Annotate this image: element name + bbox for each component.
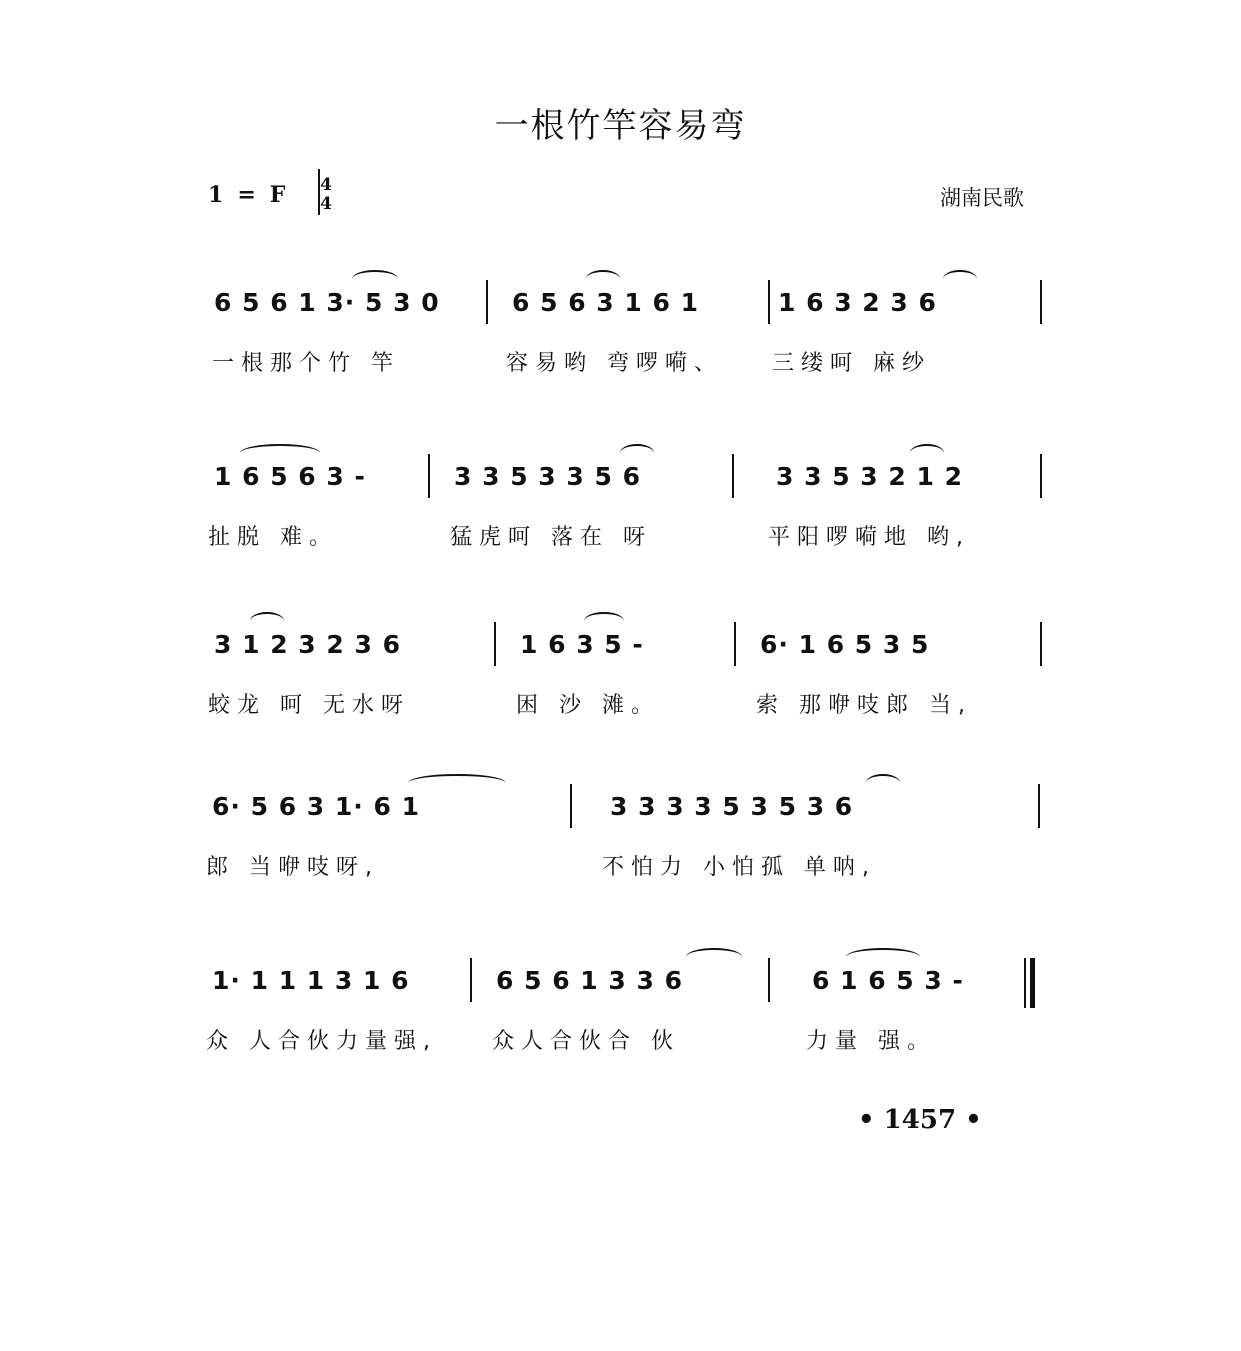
row-1-lyrics-3: 三缕呵 麻纱 <box>772 351 931 376</box>
slur <box>352 270 398 288</box>
slur <box>250 612 284 630</box>
row-5-measure-3-notes: 6 1 6 5 3 - <box>812 966 964 995</box>
row-3-measure-2-notes: 1 6 3 5 - <box>520 630 644 659</box>
row-1-measure-3-notes: 1 6 3 2 3 6 <box>778 288 937 317</box>
barline <box>1040 622 1042 666</box>
final-barline-thick <box>1030 958 1035 1008</box>
row-5-lyrics-2: 众人合伙合 伙 <box>492 1029 680 1054</box>
slur <box>408 774 506 792</box>
row-3-measure-1-notes: 3 1 2 3 2 3 6 <box>214 630 401 659</box>
slur <box>846 948 920 966</box>
slur <box>686 948 742 966</box>
meter-bottom: 4 <box>320 194 332 214</box>
row-3-lyrics-3: 索 那咿吱郎 当, <box>756 693 972 718</box>
slur <box>586 270 620 288</box>
barline <box>486 280 488 324</box>
slur <box>584 612 624 630</box>
final-barline-thin <box>1024 958 1026 1008</box>
row-2-measure-3-notes: 3 3 5 3 2 1 2 <box>776 462 963 491</box>
row-2-lyrics-1: 扯脱 难。 <box>208 525 338 550</box>
key-number: 1 <box>208 182 224 208</box>
barline <box>1038 784 1040 828</box>
barline <box>768 280 770 324</box>
slur <box>910 444 944 462</box>
time-signature <box>318 176 334 214</box>
row-5-measure-1-notes: 1· 1 1 1 3 1 6 <box>212 966 410 995</box>
score-row-1 <box>0 288 1241 408</box>
key-signature <box>208 182 285 208</box>
barline <box>732 454 734 498</box>
row-3-lyrics-1: 蛟龙 呵 无水呀 <box>208 693 410 718</box>
barline <box>1040 454 1042 498</box>
score-row-3 <box>0 630 1241 750</box>
slur <box>866 774 900 792</box>
barline <box>734 622 736 666</box>
row-4-measure-1-notes: 6· 5 6 3 1· 6 1 <box>212 792 420 821</box>
page-number: • 1457 • <box>858 1105 982 1135</box>
barline <box>428 454 430 498</box>
row-4-lyrics-2: 不怕力 小怕孤 单呐, <box>602 855 876 880</box>
slur <box>620 444 654 462</box>
row-1-measure-1-notes: 6 5 6 1 3· 5 3 0 <box>214 288 440 317</box>
meter-top: 4 <box>320 175 332 195</box>
row-4-measure-2-notes: 3 3 3 3 5 3 5 3 6 <box>610 792 854 821</box>
song-title: 一根竹竿容易弯 <box>494 106 747 146</box>
barline <box>494 622 496 666</box>
song-source: 湖南民歌 <box>940 186 1024 210</box>
row-5-measure-2-notes: 6 5 6 1 3 3 6 <box>496 966 683 995</box>
row-4-lyrics-1: 郎 当咿吱呀, <box>206 855 379 880</box>
row-2-measure-2-notes: 3 3 5 3 3 5 6 <box>454 462 641 491</box>
score-row-5 <box>0 966 1241 1086</box>
slur <box>240 444 320 462</box>
score-row-2 <box>0 462 1241 582</box>
key-tonic: F <box>269 182 286 208</box>
row-2-lyrics-2: 猛虎呵 落在 呀 <box>450 525 652 550</box>
barline <box>768 958 770 1002</box>
slur <box>943 270 977 288</box>
score-row-4 <box>0 792 1241 912</box>
row-3-lyrics-2: 困 沙 滩。 <box>516 693 660 718</box>
barline <box>1040 280 1042 324</box>
row-1-measure-2-notes: 6 5 6 3 1 6 1 <box>512 288 699 317</box>
key-equals: = <box>237 182 256 208</box>
row-5-lyrics-1: 众 人合伙力量强, <box>206 1029 437 1054</box>
meter-divider <box>318 169 320 215</box>
row-2-measure-1-notes: 1 6 5 6 3 - <box>214 462 366 491</box>
row-2-lyrics-3: 平阳啰嗬地 哟, <box>768 525 970 550</box>
row-1-lyrics-2: 容易哟 弯啰嗬、 <box>506 351 723 376</box>
row-1-lyrics-1: 一根那个竹 竿 <box>212 351 400 376</box>
barline <box>470 958 472 1002</box>
row-5-lyrics-3: 力量 强。 <box>806 1029 936 1054</box>
barline <box>570 784 572 828</box>
row-3-measure-3-notes: 6· 1 6 5 3 5 <box>760 630 930 659</box>
